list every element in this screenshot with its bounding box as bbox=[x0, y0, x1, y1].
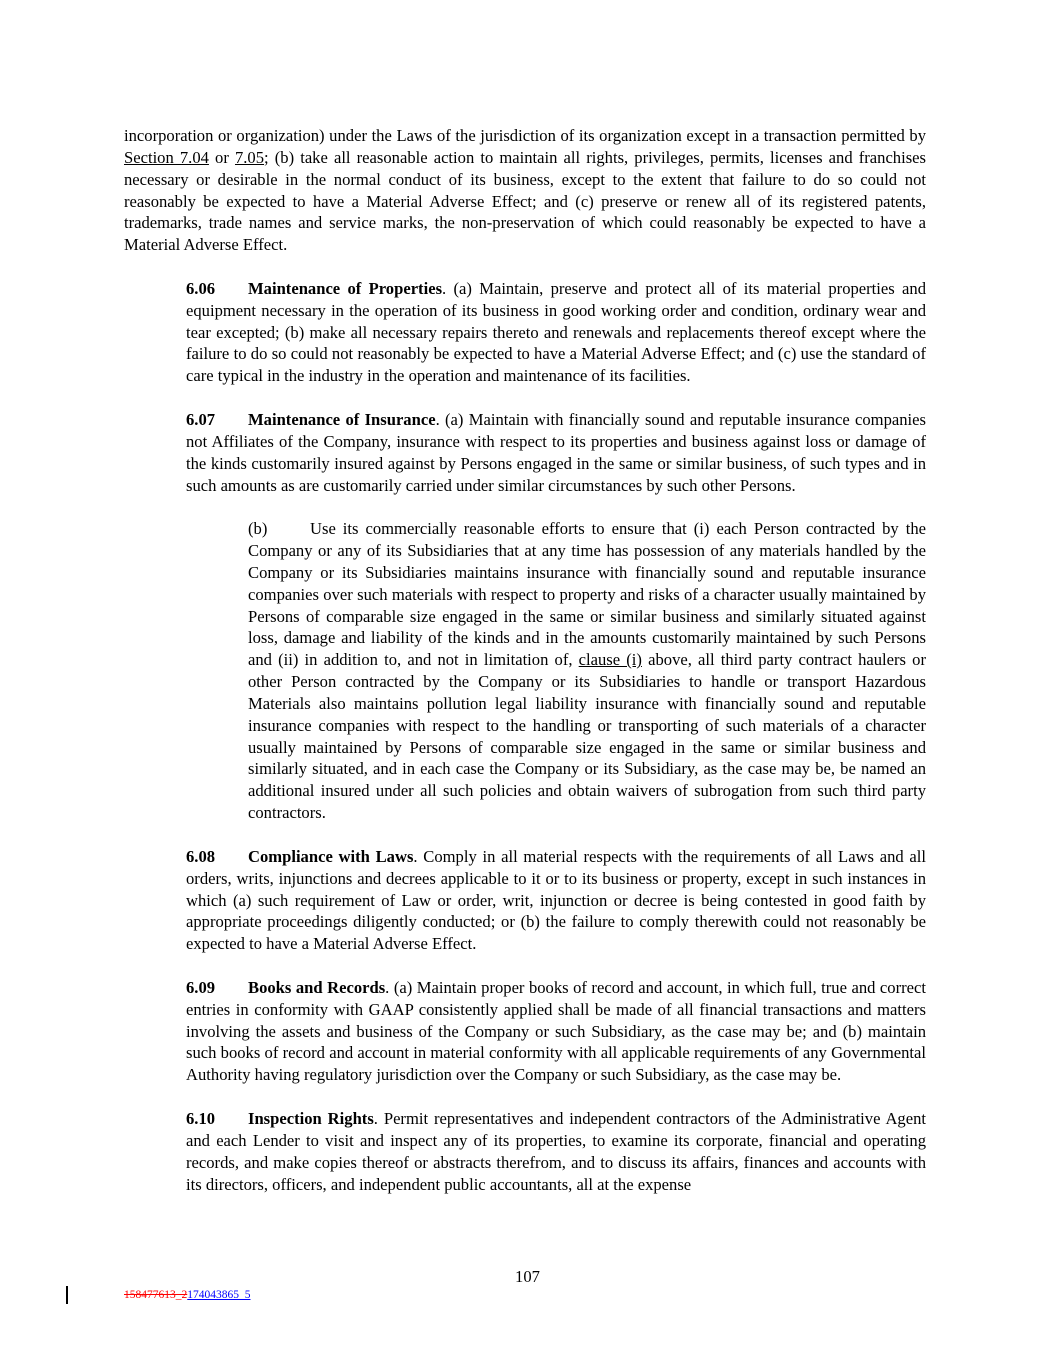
section-number: 6.08 bbox=[186, 846, 216, 866]
document-id-footer bbox=[124, 1288, 251, 1302]
section-body: . (a) Maintain with financially sound and reputable insurance companies not Affiliates of the Company, insurance with respect to its properties and business against loss or damage of the kinds customarily insured against by Persons engaged in the same or similar business, of such types and in such amounts as are customarily carried under similar circumstances by such other Persons. bbox=[186, 409, 926, 495]
clause-i-link[interactable]: clause (i) bbox=[578, 650, 642, 670]
section-number: 6.07 bbox=[186, 409, 216, 429]
section-6-10 bbox=[124, 1108, 926, 1195]
clause-text-2: above, all third party contract haulers or other Person contracted by the Company or its Subsidiaries to handle or transport Hazardous Materials also maintains pollution legal liability insurance with financially sound and reputable insurance companies with respect to the handling or transporting of such materials of a character usually maintained by Persons of comparable size engaged in the same or similar business and similarly situated, and in each case the Company or its Subsidiary, as the case may be, be named an additional insured under all such policies and obtain waivers of subrogation from such third party contractors. bbox=[248, 650, 926, 823]
section-6-06 bbox=[124, 278, 926, 387]
section-body: . (a) Maintain proper books of record and account, in which full, true and correct entries in conformity with GAAP consistently applied shall be made of all financial transactions and matters involving the assets and business of the Company or such Subsidiary, as the case may be; and (b) maintain such books of record and account in material conformity with all applicable requirements of any Governmental Authority having regulatory jurisdiction over the Company or such Subsidiary, as the case may be. bbox=[186, 977, 926, 1085]
section-number: 6.09 bbox=[186, 977, 216, 997]
section-number: 6.10 bbox=[186, 1108, 216, 1128]
section-6-07-b bbox=[124, 518, 926, 824]
document-page bbox=[124, 125, 926, 1217]
section-title: Inspection Rights bbox=[248, 1108, 374, 1128]
section-7-05-link[interactable]: 7.05 bbox=[234, 147, 265, 167]
section-6-07 bbox=[124, 409, 926, 496]
section-body: . Comply in all material respects with the requirements of all Laws and all orders, writs, injunctions and decrees applicable to it or to its business or property, except in such instances in which (a) such requirement of Law or order, writ, injunction or decree is being contested in good faith by appropriate proceedings diligently conducted; or (b) the failure to comply therewith could not reasonably be expected to have a Material Adverse Effect. bbox=[186, 846, 926, 954]
section-title: Compliance with Laws bbox=[248, 846, 414, 866]
change-bar bbox=[66, 1286, 68, 1304]
intro-text-1: incorporation or organization) under the Laws of the jurisdiction of its organization except in a transaction permitted by bbox=[124, 126, 926, 145]
intro-text-2: or bbox=[208, 147, 235, 167]
clause-text-1: Use its commercially reasonable efforts to ensure that (i) each Person contracted by the Company or any of its Subsidiaries that at any time has possession of any materials handled by the Company or its Subsidiaries maintains insurance with financially sound and reputable insurance companies over such materials with respect to property and risks of a character usually maintained by Persons of comparable size engaged in the same or similar business and similarly situated against loss, damage and liability of the kinds and in the amounts customarily maintained by such Persons and (ii) in addition to, and not in limitation of, bbox=[248, 519, 926, 670]
inserted-doc-id: 174043865_5 bbox=[187, 1289, 251, 1301]
section-6-09 bbox=[124, 977, 926, 1086]
page-number: 107 bbox=[515, 1267, 540, 1286]
deleted-doc-id: 158477613_2 bbox=[124, 1289, 188, 1301]
section-number: 6.06 bbox=[186, 278, 216, 298]
section-body: . (a) Maintain, preserve and protect all of its material properties and equipment necessary in the operation of its business in good working order and condition, ordinary wear and tear excepted; (b) make all necessary repairs thereto and renewals and replacements thereof except where the failure to do so could not reasonably be expected to have a Material Adverse Effect; and (c) use the standard of care typical in the industry in the operation and maintenance of its facilities. bbox=[186, 278, 926, 386]
clause-label: (b) bbox=[248, 519, 268, 539]
section-title: Maintenance of Properties bbox=[248, 278, 443, 298]
intro-paragraph bbox=[124, 125, 926, 256]
intro-text-3: ; (b) take all reasonable action to maintain all rights, privileges, permits, licenses and franchises necessary or desirable in the normal conduct of its business, except to the extent that failure to do so could not reasonably be expected to have a Material Adverse Effect; and (c) preserve or renew all of its registered patents, trademarks, trade names and service marks, the non-preservation of which could reasonably be expected to have a Material Adverse Effect. bbox=[124, 147, 926, 255]
section-title: Maintenance of Insurance bbox=[248, 409, 436, 429]
section-title: Books and Records bbox=[248, 977, 386, 997]
section-body: . Permit representatives and independent contractors of the Administrative Agent and each Lender to visit and inspect any of its properties, to examine its corporate, financial and operating records, and make copies thereof or abstracts therefrom, and to discuss its affairs, finances and accounts with its directors, officers, and independent public accountants, all at the expense bbox=[186, 1108, 926, 1194]
section-7-04-link[interactable]: Section 7.04 bbox=[124, 147, 209, 167]
section-6-08 bbox=[124, 846, 926, 955]
